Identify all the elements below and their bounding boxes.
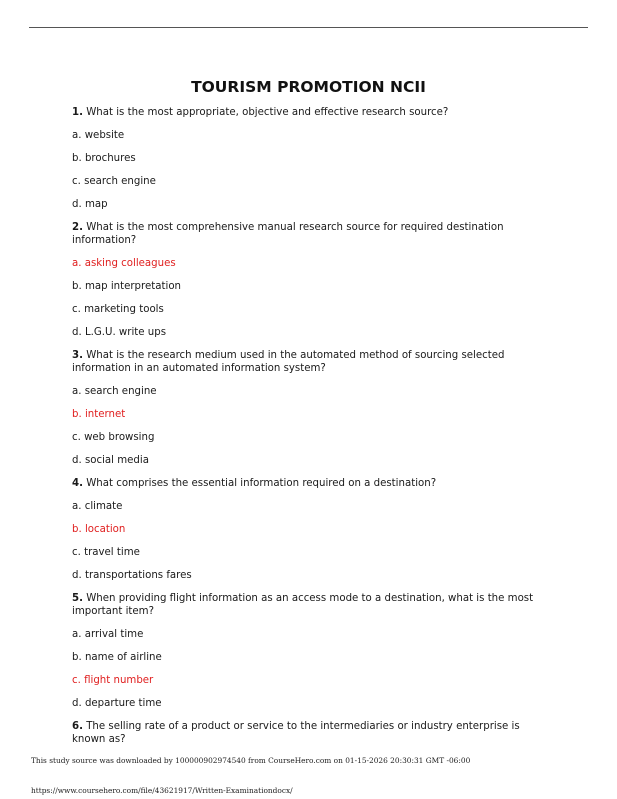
question-4 bbox=[72, 477, 552, 490]
source-url[interactable]: https://www.coursehero.com/file/43621917/Written-Examinationdocx/ bbox=[31, 786, 293, 795]
question-6 bbox=[72, 720, 552, 746]
question-1 bbox=[72, 106, 552, 119]
question-number: 5. bbox=[72, 593, 83, 604]
question-3 bbox=[72, 349, 552, 375]
question-text: What is the most appropriate, objective and effective research source? bbox=[82, 107, 449, 118]
answer-option-correct: c. flight number bbox=[72, 675, 154, 686]
answer-option: b. map interpretation bbox=[72, 281, 182, 292]
quiz-body bbox=[72, 106, 552, 756]
page-title: TOURISM PROMOTION NCII bbox=[191, 78, 426, 96]
answer-option: d. social media bbox=[72, 455, 149, 466]
answer-option: a. climate bbox=[72, 501, 123, 512]
question-number: 3. bbox=[72, 350, 83, 361]
answer-option: a. arrival time bbox=[72, 629, 144, 640]
question-5 bbox=[72, 592, 552, 618]
answer-option: c. marketing tools bbox=[72, 304, 164, 315]
answer-option: c. travel time bbox=[72, 547, 140, 558]
question-text: When providing flight information as an access mode to a destination, what is the most important item? bbox=[72, 593, 534, 617]
answer-option-correct: b. location bbox=[72, 524, 126, 535]
answer-option: d. departure time bbox=[72, 698, 162, 709]
question-number: 4. bbox=[72, 478, 83, 489]
answer-option: a. website bbox=[72, 130, 125, 141]
question-2 bbox=[72, 221, 552, 247]
answer-option-correct: a. asking colleagues bbox=[72, 258, 176, 269]
answer-option-correct: b. internet bbox=[72, 409, 126, 420]
question-text: What comprises the essential information required on a destination? bbox=[82, 478, 437, 489]
question-number: 6. bbox=[72, 721, 83, 732]
answer-option: c. search engine bbox=[72, 176, 156, 187]
download-note: This study source was downloaded by 100000902974540 from CourseHero.com on 01-15-2026 20:30:31 GMT -06:00 bbox=[31, 756, 471, 765]
answer-option: d. L.G.U. write ups bbox=[72, 327, 167, 338]
answer-option: b. brochures bbox=[72, 153, 136, 164]
answer-option: b. name of airline bbox=[72, 652, 162, 663]
answer-option: d. map bbox=[72, 199, 108, 210]
question-number: 2. bbox=[72, 222, 83, 233]
answer-option: a. search engine bbox=[72, 386, 157, 397]
question-text: What is the research medium used in the automated method of sourcing selected information in an automated information system? bbox=[72, 350, 505, 374]
answer-option: d. transportations fares bbox=[72, 570, 192, 581]
question-text: What is the most comprehensive manual research source for required destination information? bbox=[72, 222, 504, 246]
question-text: The selling rate of a product or service to the intermediaries or industry enterprise is known as? bbox=[72, 721, 520, 745]
top-rule bbox=[29, 27, 588, 28]
question-number: 1. bbox=[72, 107, 83, 118]
answer-option: c. web browsing bbox=[72, 432, 155, 443]
